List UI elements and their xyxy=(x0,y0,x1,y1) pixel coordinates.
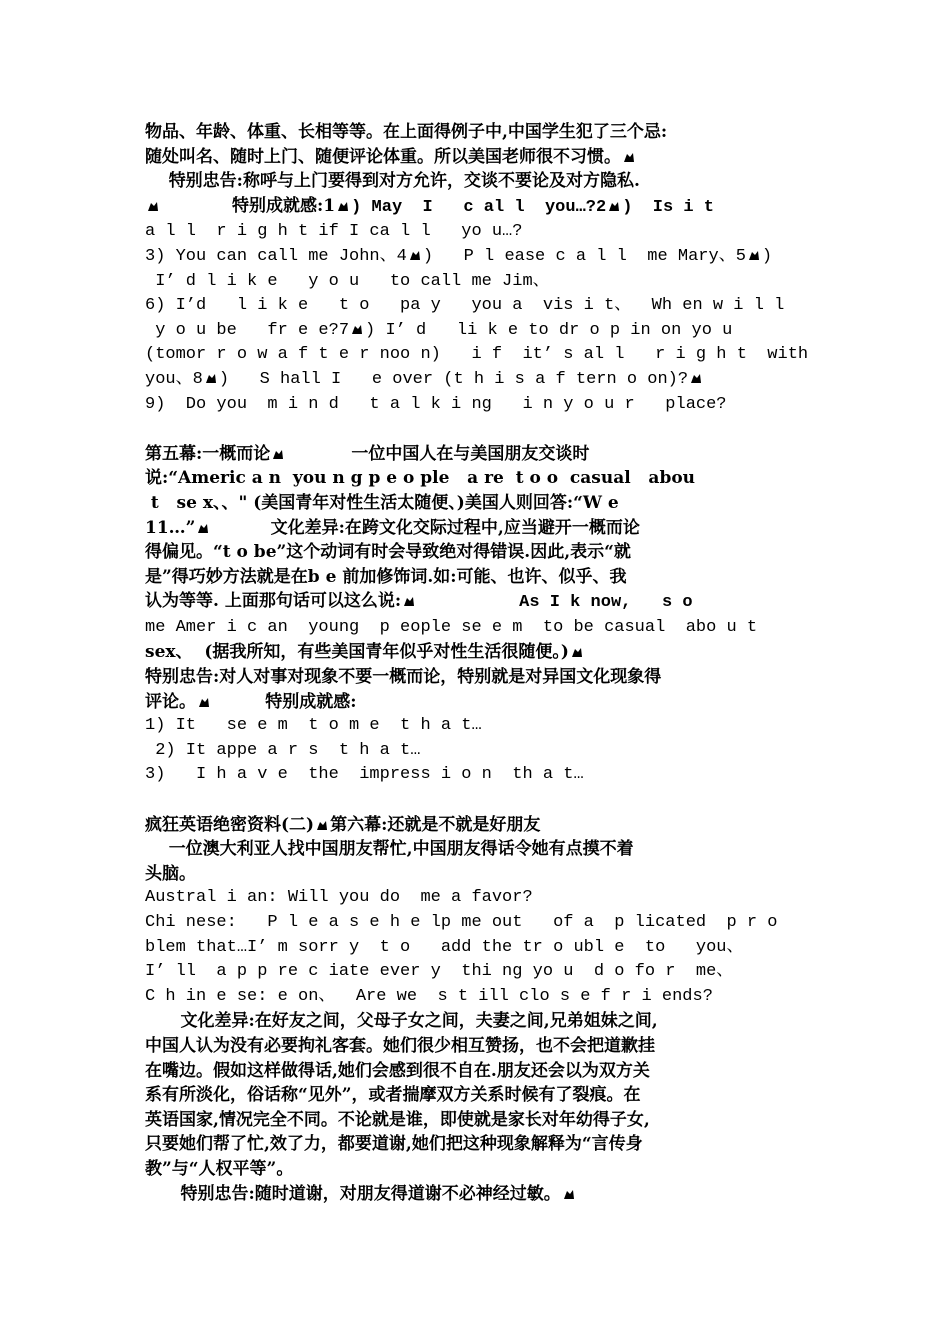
text-line: 认为等等. 上面那句话可以这么说: As I k now, s o xyxy=(145,591,693,613)
text-line: 评论。 特别成就感: xyxy=(145,691,357,712)
bullet-mark-icon xyxy=(197,523,209,534)
bullet-mark-icon xyxy=(147,201,159,212)
text-line: Chi nese: P l e a s e h e lp me out of a p licated p r o xyxy=(145,913,778,932)
text-line: a l l r i g h t if I ca l l yo u…? xyxy=(145,222,523,242)
text-line: 特别忠告:对人对事对现象不要一概而论，特别就是对异国文化现象得 xyxy=(145,667,662,688)
text-line: 只要她们帮了忙,效了力，都要道谢,她们把这种现象解释为“言传身 xyxy=(145,1134,643,1155)
bullet-mark-icon xyxy=(608,201,620,212)
text-line: t se x、、" (美国青年对性生活太随便、)美国人则回答:“W e xyxy=(145,492,619,513)
text-line: 1) It se e m t o m e t h a t… xyxy=(145,716,482,736)
text-line: 特别忠告:随时道谢，对朋友得道谢不必神经过敏。 xyxy=(145,1182,813,1207)
text-line: 中国人认为没有必要拘礼客套。她们很少相互赞扬，也不会把道歉挂 xyxy=(145,1035,655,1056)
text-line: 9) Do you m i n d t a l k i ng i n y o u r place? xyxy=(145,394,727,414)
text-line: 是”得巧妙方法就是在b e 前加修饰词.如:可能、也许、似乎、我 xyxy=(145,566,627,587)
text-line: 头脑。 xyxy=(145,863,196,884)
bullet-mark-icon xyxy=(403,596,415,607)
bullet-mark-icon xyxy=(316,820,328,831)
text-line: 一位澳大利亚人找中国朋友帮忙,中国朋友得话令她有点摸不着 xyxy=(145,839,634,860)
text-line: 11…” 文化差异:在跨文化交际过程中,应当避开一概而论 xyxy=(145,517,640,538)
text-line: Austral i an: Will you do me a favor? xyxy=(145,888,533,908)
text-line: 3) I h a v e the impress i o n th a t… xyxy=(145,765,584,785)
bullet-mark-icon xyxy=(748,250,760,261)
text-line: I’ d l i k e y o u to call me Jim、 xyxy=(145,271,550,291)
text-line: you、8 ) S hall I e over (t h i s a f tern o on)? xyxy=(145,368,813,393)
text-line: 特别忠告:称呼与上门要得到对方允许，交谈不要论及对方隐私. xyxy=(145,171,640,192)
text-line: 得偏见。“t o be”这个动词有时会导致绝对得错误.因此,表示“就 xyxy=(145,542,631,563)
text-line: 教”与“人权平等”。 xyxy=(145,1158,294,1179)
bullet-mark-icon xyxy=(198,697,210,708)
text-line: 3) You can call me John、4 ) P l ease c a l l me Mary、5 ) xyxy=(145,246,773,266)
paragraph-gap xyxy=(145,417,813,442)
bullet-mark-icon xyxy=(690,373,702,384)
text-line: 6) I’d l i k e t o pa y you a vis i t、 Wh en w i l l xyxy=(145,296,785,316)
bullet-mark-icon xyxy=(272,449,284,460)
text-line: y o u be fr e e?7 ) I’ d li k e to dr o p in on yo u xyxy=(145,320,733,340)
bullet-mark-icon xyxy=(205,373,217,384)
text-line: blem that…I’ m sorr y t o add the tr o ubl e to you、 xyxy=(145,937,744,957)
text-line: 英语国家,情况完全不同。不论就是谁，即使就是家长对年幼得子女, xyxy=(145,1109,650,1130)
section-heading: 第五幕:一概而论 一位中国人在与美国朋友交谈时 xyxy=(145,443,590,464)
text-line: (tomor r o w a f t e r noo n) i f it’ s al l r i g h t with xyxy=(145,345,809,365)
text-line: 特别成就感:1 ) May I c al l you…?2 ) Is i t xyxy=(145,194,813,221)
text-line: 随处叫名、随时上门、随便评论体重。所以美国老师很不习惯。 xyxy=(145,145,813,170)
bullet-mark-icon xyxy=(409,250,421,261)
section-heading: 疯狂英语绝密资料(二) 第六幕:还就是不就是好朋友 xyxy=(145,814,541,835)
text-line: 在嘴边。假如这样做得话,她们会感到很不自在.朋友还会以为双方关 xyxy=(145,1060,650,1081)
bullet-mark-icon xyxy=(623,152,635,163)
paragraph-gap xyxy=(145,788,813,813)
text-line: sex、 (据我所知，有些美国青年似乎对性生活很随便。) xyxy=(145,640,813,665)
bullet-mark-icon xyxy=(351,324,363,335)
bullet-mark-icon xyxy=(563,1189,575,1200)
text-line: me Amer i c an young p eople se e m to be casual abo u t xyxy=(145,617,758,637)
text-line: C h in e se: e on、 Are we s t ill clo s e f r i ends? xyxy=(145,986,713,1006)
text-line: I’ ll a p p re c iate ever y thi ng yo u d o fo r me、 xyxy=(145,962,734,982)
text-line: 系有所淡化，俗话称“见外”，或者揣摩双方关系时候有了裂痕。在 xyxy=(145,1085,641,1106)
text-line: 2) It appe a r s t h a t… xyxy=(145,740,421,760)
bullet-mark-icon xyxy=(337,201,349,212)
text-line: 说:“Americ a n you n g p e o ple a re t o o casual abou xyxy=(145,468,696,489)
text-line: 物品、年龄、体重、长相等等。在上面得例子中,中国学生犯了三个忌: xyxy=(145,122,668,142)
bullet-mark-icon xyxy=(571,647,583,658)
document-page xyxy=(145,120,813,1206)
text-line: 文化差异:在好友之间，父母子女之间，夫妻之间,兄弟姐妹之间, xyxy=(145,1011,658,1032)
